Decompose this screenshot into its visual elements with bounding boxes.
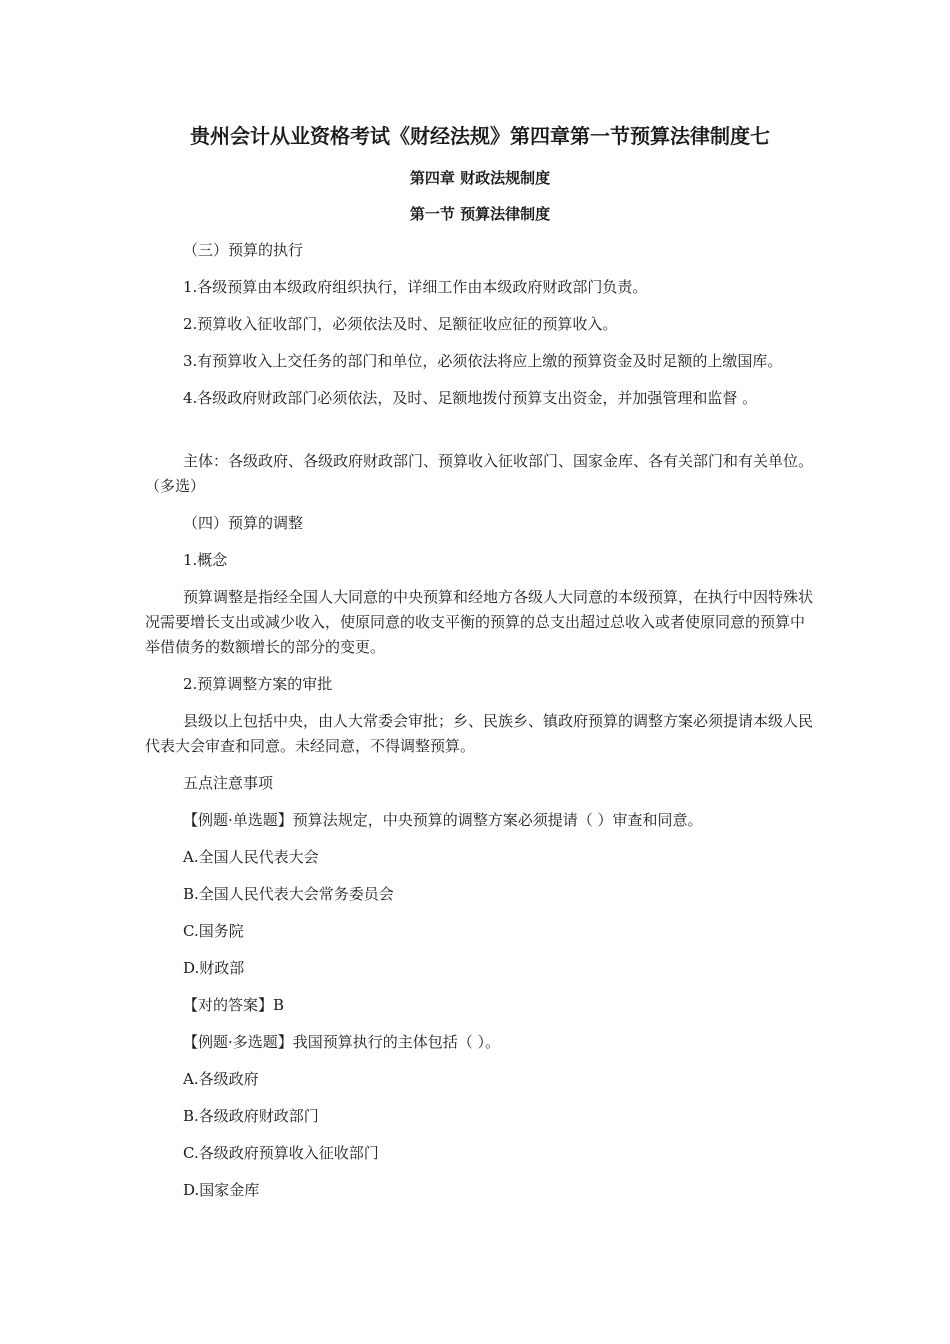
answer-option: B.各级政府财政部门 — [183, 1107, 319, 1125]
paragraph: 2.预算收入征收部门，必须依法及时、足额征收应征的预算收入。 — [183, 315, 618, 333]
answer-option: A.各级政府 — [183, 1070, 259, 1088]
answer-option: D.国家金库 — [183, 1181, 260, 1199]
question-multiple-choice: 【例题·多选题】我国预算执行的主体包括（ ）。 — [183, 1033, 501, 1051]
chapter-heading: 第四章 财政法规制度 — [409, 169, 551, 187]
paragraph: 主体：各级政府、各级政府财政部门、预算收入征收部门、国家金库、各有关部门和有关单位。（多选） — [145, 452, 814, 495]
correct-answer: 【对的答案】B — [183, 996, 285, 1014]
paragraph: 4.各级政府财政部门必须依法，及时、足额地拨付预算支出资金，并加强管理和监督 。 — [183, 389, 758, 407]
answer-option: C.国务院 — [183, 922, 244, 940]
subsection-heading-adjustment: （四）预算的调整 — [183, 514, 304, 532]
answer-option: B.全国人民代表大会常务委员会 — [183, 885, 394, 903]
paragraph: 预算调整是指经全国人大同意的中央预算和经地方各级人大同意的本级预算，在执行中因特殊状况需要增长支出或减少收入，使原同意的收支平衡的预算的总支出超过总收入或者使原同意的预算中举借债务的数额增长的部分的变更。 — [145, 588, 814, 656]
blank-line — [145, 423, 815, 449]
paragraph: 县级以上包括中央，由人大常委会审批；乡、民族乡、镇政府预算的调整方案必须提请本级人民代表大会审查和同意。未经同意，不得调整预算。 — [145, 712, 814, 755]
document-page — [145, 118, 815, 1215]
paragraph: 五点注意事项 — [183, 774, 274, 792]
question-single-choice: 【例题·单选题】预算法规定，中央预算的调整方案必须提请（ ）审查和同意。 — [183, 811, 703, 829]
paragraph: 1.各级预算由本级政府组织执行，详细工作由本级政府财政部门负责。 — [183, 278, 648, 296]
answer-option: C.各级政府预算收入征收部门 — [183, 1144, 379, 1162]
section-heading: 第一节 预算法律制度 — [409, 205, 551, 223]
paragraph: 1.概念 — [183, 551, 228, 569]
subsection-heading-execution: （三）预算的执行 — [183, 241, 304, 259]
document-title: 贵州会计从业资格考试《财经法规》第四章第一节预算法律制度七 — [190, 124, 770, 148]
answer-option: A.全国人民代表大会 — [183, 848, 319, 866]
paragraph: 3.有预算收入上交任务的部门和单位，必须依法将应上缴的预算资金及时足额的上缴国库。 — [183, 352, 783, 370]
answer-option: D.财政部 — [183, 959, 245, 977]
paragraph: 2.预算调整方案的审批 — [183, 675, 333, 693]
